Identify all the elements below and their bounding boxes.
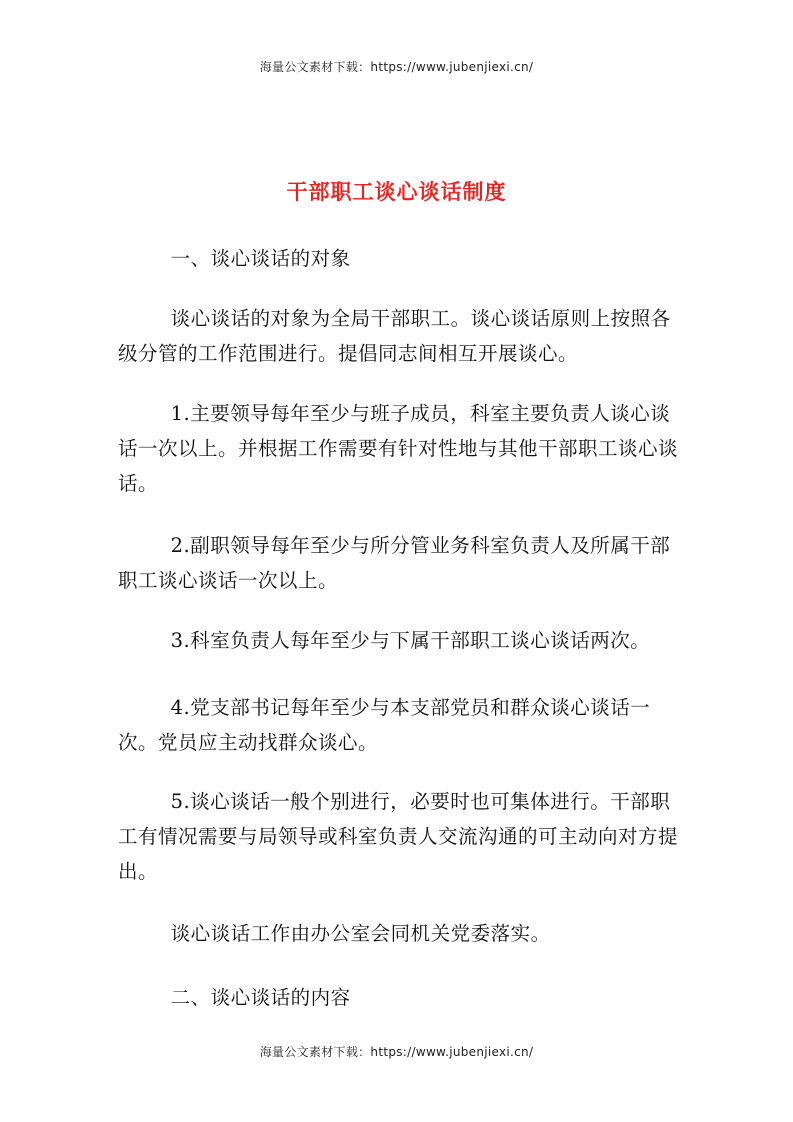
paragraph-scope: 谈心谈话的对象为全局干部职工。谈心谈话原则上按照各级分管的工作范围进行。提倡同志间相互开展谈心。 bbox=[118, 307, 671, 365]
paragraph-1 bbox=[118, 241, 681, 276]
paragraph-item-3: 3.科室负责人每年至少与下属干部职工谈心谈话两次。 bbox=[170, 629, 651, 652]
page-header: 海量公文素材下载：https://www.jubenjiexi.cn/ bbox=[259, 60, 534, 74]
section-heading-1: 一、谈心谈话的对象 bbox=[170, 247, 351, 270]
paragraph-item-4: 4.党支部书记每年至少与本支部党员和群众谈心谈话一次。党员应主动找群众谈心。 bbox=[118, 696, 651, 754]
paragraph-item-5: 5.谈心谈话一般个别进行，必要时也可集体进行。干部职工有情况需要与局领导或科室负责人交流沟通的可主动向对方提出。 bbox=[118, 790, 679, 883]
document-title: 干部职工谈心谈话制度 bbox=[286, 180, 507, 204]
paragraph-implementation: 谈心谈话工作由办公室会同机关党委落实。 bbox=[170, 922, 551, 945]
section-heading-2: 二、谈心谈话的内容 bbox=[170, 986, 351, 1009]
paragraph-item-1: 1.主要领导每年至少与班子成员，科室主要负责人谈心谈话一次以上。并根据工作需要有针对性地与其他干部职工谈心谈话。 bbox=[118, 402, 679, 495]
paragraph-item-2: 2.副职领导每年至少与所分管业务科室负责人及所属干部职工谈心谈话一次以上。 bbox=[118, 534, 671, 592]
page-footer: 海量公文素材下载：https://www.jubenjiexi.cn/ bbox=[259, 1045, 534, 1059]
